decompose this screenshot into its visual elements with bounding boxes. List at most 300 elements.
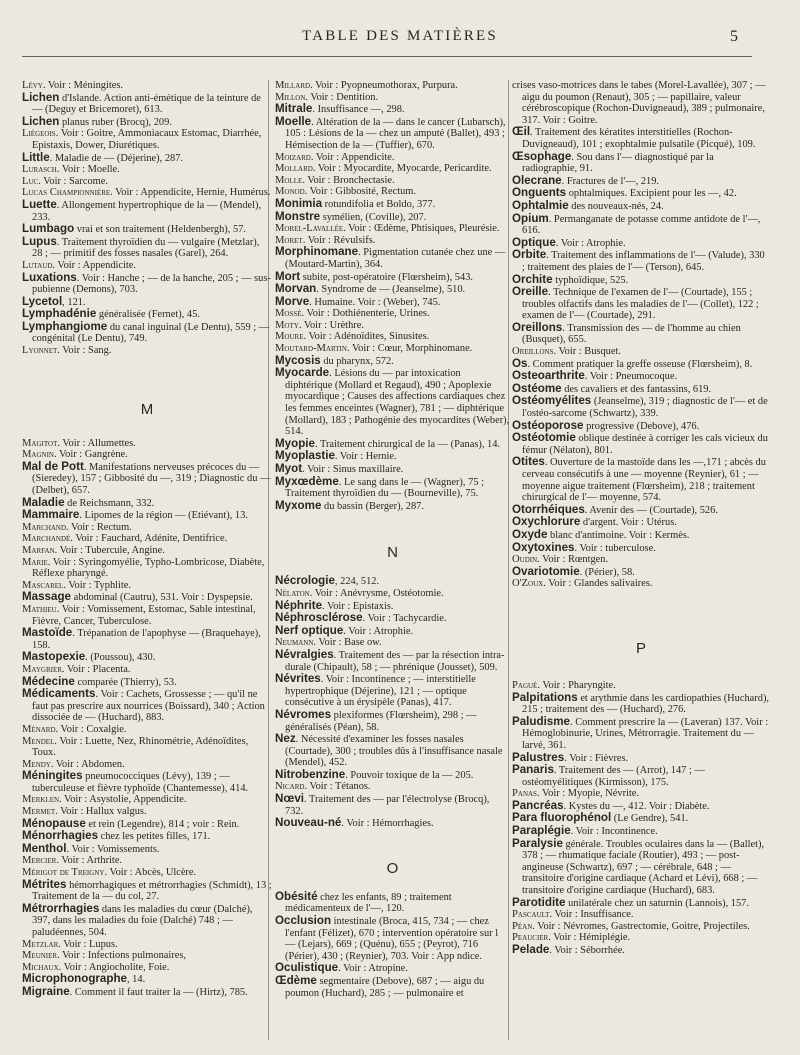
entry-headword: Pelade <box>512 943 550 956</box>
index-entry <box>22 187 272 199</box>
entry-text: . Traitement des — par l'électrolyse (Brocq), 732. <box>285 794 490 817</box>
index-entry <box>22 509 272 522</box>
entry-text: . Voir : Incontinence ; — interstitielle hypertrophique (Déjerine), 121 ; — optique consécutive à un érysipèle (Panas), 417. <box>285 674 476 709</box>
entry-headword: Mycosis <box>275 353 321 367</box>
entry-headword: Marie <box>22 556 48 568</box>
entry-headword: Moelle <box>275 114 312 128</box>
entry-text: rotundifolia et Boldo, 377. <box>322 198 436 210</box>
entry-text: . Voir : Lupus. <box>58 938 118 950</box>
entry-text: des cavaliers et des fantassins, 619. <box>561 383 712 395</box>
index-entry <box>22 986 272 999</box>
entry-text: . Traitement des — (Arrot), 147 ; — ostéomyélitiques (Kirmisson), 175. <box>522 765 705 788</box>
entry-text: . Voir : Œdème, Phtisiques, Pleurésie. <box>343 223 500 235</box>
entry-text: , 14. <box>126 974 146 986</box>
entry-text: . Technique de l'examen de l'— (Courtade), 155 ; troubles olfactifs dans les maladies de l'— (Collet), 122 ; examen de l'— (Courtade), 291. <box>522 287 759 322</box>
entry-headword: Onguents <box>512 186 567 200</box>
entry-headword: Liégeois <box>22 128 56 140</box>
index-entry <box>22 321 272 345</box>
entry-text: généralisée (Fernet), 45. <box>96 309 200 321</box>
entry-headword: Ménorrhagies <box>22 829 99 843</box>
entry-headword: Magnin <box>22 449 54 461</box>
entry-text: . Humaine. Voir : (Weber), 745. <box>309 296 441 308</box>
entry-headword: Pascault <box>512 909 550 921</box>
entry-headword: Lichen <box>22 90 60 104</box>
index-entry <box>22 461 272 497</box>
entry-headword: Mastopexie <box>22 650 86 664</box>
index-entry <box>512 151 770 175</box>
section-letter: P <box>635 639 646 657</box>
entry-headword: Peaucier <box>512 932 549 944</box>
entry-headword: Monod <box>275 186 305 198</box>
entry-headword: Ovariotomie <box>512 564 580 578</box>
entry-text: . Voir : Abdomen. <box>50 758 125 770</box>
entry-text: (Jeanselme), 319 ; diagnostic de l'— et de l'ostéo-sarcome (Schwartz), 339. <box>522 396 768 420</box>
entry-headword: Molle <box>275 174 303 186</box>
entry-text: . Comment il faut traiter la — (Hirtz), 785. <box>69 986 248 998</box>
entry-text: . Voir : Appendicite, Hernie, Humérus. <box>110 187 271 199</box>
entry-headword: Oreillons <box>512 320 563 334</box>
header-rule <box>22 56 752 57</box>
index-entry <box>275 817 510 830</box>
entry-text: . Voir : Atrophie. <box>343 625 414 637</box>
entry-text: subite, post-opératoire (Flœrsheim), 543. <box>300 271 473 283</box>
entry-text: . Voir : Hémorrhagies. <box>341 818 434 830</box>
entry-headword: Os <box>512 356 528 370</box>
entry-text: . Voir : Allumettes. <box>57 437 136 449</box>
index-entry <box>22 176 272 188</box>
index-entry <box>22 128 272 151</box>
index-entry <box>512 692 770 716</box>
entry-headword: Nélaton <box>275 587 310 599</box>
entry-headword: Moizard <box>275 151 311 163</box>
entry-text: . Comment pratiquer la greffe osseuse (Flœrsheim), 8. <box>527 358 753 370</box>
entry-text: . Voir : Tubercule, Angine. <box>54 545 165 556</box>
entry-text: . Voir : Fauchard, Adénite, Dentifrice. <box>70 533 228 545</box>
entry-text: . Lésions du — par intoxication diphtérique (Mollard et Regaud), 490 ; Apoplexie myocardique ; Causes des affections cardiaques chez les femmes enceintes (Wagner), 781 ; — diphtérique (Mollard), 183 ; Pathogénie des myocardites (Weber), 514. <box>285 368 510 438</box>
entry-text: planus ruber (Brocq), 209. <box>59 116 172 128</box>
index-entry <box>275 283 510 296</box>
entry-text: . Ouverture de la mastoïde dans les —,171 ; abcès du cerveau consécutifs à une — moyenne (Reynier), 61 ; — moyenne aigue traitement (Flœrsheim), 218 ; traitement chirurgical de l'— moyenne, 574. <box>522 457 766 504</box>
entry-headword: Marfan <box>22 545 55 556</box>
entry-text: du canal inguinal (Le Dentu), 559 ; — congénital (Le Dentu), 749. <box>32 321 270 345</box>
entry-text: symélien, (Coville), 207. <box>320 211 427 223</box>
entry-text: . (Poussou), 430. <box>85 652 156 664</box>
entry-text: . Voir : Pyopneumothorax, Purpura. <box>310 80 458 91</box>
entry-text: intestinale (Broca, 415, 734 ; — chez l'enfant (Félizet), 670 ; intervention opératoire sur l — (Lejars), 669 ; (Quénu), 655 ; (Peyrot), 716 (Périer), 430 ; (Reynier), 703. Voir : App ndice. <box>285 916 499 962</box>
entry-text: . Insuffisance —, 298. <box>312 104 405 116</box>
entry-text: . Voir : Myocardite, Myocarde, Pericardite. <box>312 163 492 175</box>
entry-headword: Lupus <box>22 234 57 248</box>
index-entry <box>22 950 272 962</box>
entry-headword: Myxome <box>275 498 322 512</box>
index-entry <box>275 223 510 235</box>
entry-headword: Osteoarthrite <box>512 369 585 383</box>
entry-headword: Maladie <box>22 495 65 509</box>
entry-headword: Oxychlorure <box>512 515 581 529</box>
entry-headword: Morphinomane <box>275 245 359 259</box>
entry-headword: Mercier <box>22 855 57 867</box>
index-entry <box>22 522 272 534</box>
index-entry <box>275 673 510 709</box>
index-entry <box>22 627 272 651</box>
entry-text: . Voir : Luette, Nez, Rhinométrie, Adénoïdites, Toux. <box>32 735 249 759</box>
entry-text: . Permanganate de potasse comme antidote de l'—, 616. <box>522 213 761 237</box>
entry-text: . Voir : Abcès, Ulcère. <box>104 867 197 879</box>
entry-headword: Millon <box>275 91 306 103</box>
entry-headword: Ménopause <box>22 816 86 830</box>
entry-text: . Voir : Anévrysme, Ostéotomie. <box>309 587 444 599</box>
entry-text: . Voir : Méningites. <box>42 80 124 91</box>
entry-text: . Voir : Infections pulmonaires, <box>57 950 186 962</box>
entry-text: . Voir : Angiocholite, Foie. <box>58 961 170 973</box>
entry-headword: Oreille <box>512 285 549 299</box>
index-entry <box>22 80 272 92</box>
entry-text: . Voir : Pharyngite. <box>537 679 616 691</box>
index-entry <box>275 246 510 270</box>
index-entry <box>22 903 272 939</box>
entry-headword: Obésité <box>275 889 318 903</box>
entry-text: . Traitement des inflammations de l'— (Valude), 330 ; traitement des plaies de l'— (Terson), 645. <box>522 250 765 273</box>
entry-text: . Voir : Appendicite. <box>52 259 137 271</box>
index-entry <box>275 296 510 309</box>
entry-headword: Millard <box>275 80 311 91</box>
entry-headword: Opium <box>512 211 549 225</box>
entry-headword: Parotidite <box>512 895 566 909</box>
entry-headword: Paralysie <box>512 836 563 850</box>
entry-text: . Syndrome de — (Jeanselme), 510. <box>316 284 466 296</box>
entry-headword: Panaris <box>512 763 554 777</box>
entry-text: . Pigmentation cutanée chez une — (Moutard-Martin), 364. <box>285 247 506 270</box>
entry-headword: Otites <box>512 455 545 469</box>
entry-text: crises vaso-motrices dans le tabes (Morel-Lavallée), 307 ; — aigu du poumon (Renaut), 305 ; — papillaire, valeur cérébroscopique (Rochon-Duvigneaud), 389 ; pulmonaire, 317. Voir : Goitre. <box>512 80 766 126</box>
entry-headword: Meunier <box>22 950 58 962</box>
entry-text: . Voir : Gibbosité, Rectum. <box>304 186 416 198</box>
entry-text: unilatérale chez un saturnin (Lannois), 157. <box>565 897 749 909</box>
index-entry <box>275 733 510 769</box>
index-entry <box>275 175 510 187</box>
entry-text: . (Périer), 58. <box>579 566 635 578</box>
index-entry <box>512 909 770 921</box>
entry-headword: Lucas Championnière <box>22 187 111 199</box>
index-entry <box>22 843 272 856</box>
index-entry <box>512 566 770 579</box>
index-entry <box>275 367 510 438</box>
index-entry <box>275 769 510 782</box>
entry-headword: Métrorrhagies <box>22 901 100 915</box>
entry-text: . Voir : Moelle. <box>56 164 120 176</box>
entry-headword: Névrites <box>275 672 321 686</box>
entry-text: . Voir : Placenta. <box>61 663 131 675</box>
entry-text: (Le Gendre), 541. <box>611 813 689 825</box>
entry-text: . Voir : Révulsifs. <box>302 234 376 246</box>
section-letter: O <box>386 859 399 877</box>
entry-text: . Traitement des kératites interstitielles (Rochon-Duvigneaud), 101 ; exophtalmie pulsatile (Picqué), 109. <box>522 127 756 150</box>
index-entry <box>22 651 272 664</box>
entry-text: . Voir : Dentition. <box>305 91 379 103</box>
entry-headword: Magitot <box>22 437 58 449</box>
entry-headword: Ménard <box>22 723 56 735</box>
entry-text: . Voir : Hanche ; — de la hanche, 205 ; — sus-pubienne (Demons), 703. <box>32 272 271 296</box>
entry-text: . Voir : Pneumocoque. <box>584 371 678 383</box>
entry-headword: Paraplégie <box>512 824 571 838</box>
entry-text: . Voir : Typhlite. <box>63 579 132 591</box>
entry-headword: Otorrhéiques <box>512 502 585 516</box>
entry-text: . Voir : tuberculose. <box>574 542 656 554</box>
index-entry <box>512 764 770 788</box>
entry-headword: Oreillons <box>512 346 554 358</box>
entry-text: . Altération de la — dans le cancer (Lubarsch), 105 : Lésions de la — chez un amputé (Ballet), 493 ; Hémisection de la — (Tuffier), 670. <box>285 116 506 151</box>
entry-headword: Luxations <box>22 270 77 284</box>
entry-headword: Palpitations <box>512 690 578 704</box>
index-entry <box>22 557 272 580</box>
entry-text: . Voir : Glandes salivaires. <box>543 578 653 590</box>
entry-headword: Œil <box>512 125 531 139</box>
index-entry <box>512 516 770 529</box>
index-entry <box>275 152 510 164</box>
entry-headword: Ostéomyélites <box>512 394 592 408</box>
index-entry <box>275 476 510 500</box>
entry-text: générale. Troubles oculaires dans la — (Ballet), 378 ; — rhumatique faciale (Routier), 493 ; — post-angineuse (Schwartz), 697 ; — cérébrale, 648 ; — transitoire d'origine cardiaque (Achard et Lévi), 668 ; — transitoire d'origine cardiaque (Huchard), 683. <box>522 838 765 897</box>
entry-headword: Lyonnet <box>22 345 58 357</box>
entry-text: . Voir : Sang. <box>57 345 112 357</box>
entry-headword: Mathieu <box>22 603 57 615</box>
entry-headword: Nouveau-né <box>275 816 342 830</box>
entry-headword: Lumbago <box>22 222 75 236</box>
entry-headword: Mérigot de Treigny <box>22 867 105 879</box>
entry-headword: Orbite <box>512 248 547 262</box>
entry-text: . Voir : Hallux valgus. <box>55 806 147 818</box>
entry-headword: Massage <box>22 590 71 604</box>
index-entry <box>275 500 510 513</box>
entry-headword: Oxytoxines <box>512 540 575 554</box>
entry-text: . Pouvoir toxique de la — 205. <box>345 769 474 781</box>
index-entry <box>275 781 510 793</box>
index-entry <box>275 891 510 915</box>
entry-headword: Merklen <box>22 794 60 806</box>
entry-text: . Traitement des — par la résection intra-durale (Chipault), 58 ; — phrénique (Jousset), 509. <box>285 649 505 673</box>
index-entry <box>512 200 770 213</box>
index-entry <box>512 932 770 944</box>
entry-text: . Voir : Hémiplégie. <box>548 932 631 944</box>
entry-text: . Manifestations nerveuses précoces du — (Sieredey), 157 ; Gibbosité du —, 319 ; Diagnostic du — (Delbet), 657. <box>32 461 271 497</box>
entry-text: . Voir : Tachycardie. <box>362 613 447 625</box>
entry-text: . Lipomes de la région — (Etiévant), 13. <box>79 510 248 522</box>
index-entry <box>275 649 510 673</box>
entry-text: . Voir : Syringomyélie, Typho-Lombricose, Diabète, Réflexe pharyngé. <box>32 556 265 580</box>
entry-text: des nouveaux-nés, 24. <box>568 200 664 212</box>
entry-text: . Voir : Coxalgie. <box>55 723 127 735</box>
entry-text: pneumococciques (Lévy), 139 ; — tuberculeuse et fièvre typhoïde (Chantemesse), 414. <box>32 771 249 794</box>
entry-text: blanc d'antimoine. Voir : Kermès. <box>547 529 690 541</box>
index-entry <box>275 320 510 332</box>
entry-headword: Nécrologie <box>275 574 335 588</box>
entry-headword: Luc <box>22 175 39 187</box>
entry-text: . Comment prescrire la — (Laveran) 137. Voir : Hémoglobinurie, Urines, Métrorragie. Traitement du — larvé, 361. <box>522 716 769 751</box>
index-entry <box>275 80 510 92</box>
entry-headword: Ostéotomie <box>512 431 576 445</box>
entry-text: . Voir : Tétanos. <box>304 781 371 793</box>
entry-text: . Voir : Sinus maxillaire. <box>302 464 404 475</box>
index-entry <box>512 286 770 322</box>
entry-headword: Médicaments <box>22 687 96 701</box>
entry-headword: Moutard-Martin <box>275 343 347 355</box>
entry-headword: Lycetol <box>22 294 63 308</box>
entry-text: dans les maladies du cœur (Dalché), 397, dans les maladies du foie (Dalché) 748 ; — paludéennes, 504. <box>32 903 253 938</box>
entry-headword: Maygrier <box>22 663 62 675</box>
index-entry <box>275 575 510 588</box>
entry-headword: Occlusion <box>275 914 332 928</box>
index-entry <box>22 855 272 867</box>
entry-text: . Maladie de — (Déjerine), 287. <box>49 152 184 164</box>
index-entry <box>275 915 510 962</box>
entry-headword: Myocarde <box>275 366 330 380</box>
entry-headword: Lévy <box>22 80 43 91</box>
entry-text: plexiformes (Flœrsheim), 298 ; — généralisés (Péan), 58. <box>285 709 477 733</box>
index-entry <box>512 716 770 752</box>
index-entry <box>22 545 272 557</box>
entry-headword: Mitrale <box>275 102 313 116</box>
entry-text: chez les petites filles, 171. <box>98 831 211 843</box>
entry-headword: Nez <box>275 732 296 746</box>
index-entry <box>22 879 272 903</box>
entry-text: . Voir : Arthrite. <box>56 855 123 867</box>
entry-text: . Voir : Vomissements. <box>66 843 160 855</box>
entry-text: ophtalmiques. Excipient pour les —, 42. <box>566 188 737 200</box>
index-entry <box>22 533 272 545</box>
entry-text: et rein (Legendre), 814 ; voir : Rein. <box>85 818 240 830</box>
entry-text: . Voir : Névromes, Gastrectomie, Goitre, Projectiles. <box>532 920 750 932</box>
entry-text: . Fractures de l'—, 219. <box>561 175 660 187</box>
index-entry <box>512 213 770 237</box>
entry-text: . Le sang dans le — (Wagner), 75 ; Traitement thyroïdien du — (Bourneville), 75. <box>285 476 484 500</box>
entry-text: . Voir : Asystolie, Appendicite. <box>59 794 187 806</box>
entry-text: . Voir : Cœur, Morphinomane. <box>346 343 473 355</box>
entry-headword: Myxœdème <box>275 474 339 488</box>
entry-text: . Sou dans l'— diagnostiqué par la radiographie, 91. <box>522 151 714 175</box>
index-entry <box>275 709 510 733</box>
entry-headword: Menthol <box>22 841 67 855</box>
index-entry <box>512 249 770 273</box>
index-entry <box>22 688 272 724</box>
entry-text: . Transmission des — de l'homme au chien (Busquet), 655. <box>522 322 741 346</box>
entry-headword: Little <box>22 150 50 164</box>
entry-headword: Myopie <box>275 436 315 450</box>
index-entry <box>512 456 770 503</box>
entry-text: . Voir : Séborrhée. <box>549 945 625 956</box>
entry-headword: Morel-Lavallée <box>275 223 344 235</box>
entry-headword: Nerf optique <box>275 623 344 637</box>
entry-text: . Voir : Rœntgen. <box>537 554 609 566</box>
entry-headword: Lymphadénie <box>22 307 97 321</box>
entry-headword: Moure <box>275 331 304 343</box>
entry-headword: Orchite <box>512 272 553 286</box>
entry-text: . Voir : Incontinence. <box>570 826 658 838</box>
entry-headword: Oculistique <box>275 961 339 975</box>
index-entry <box>512 237 770 250</box>
entry-text: . Voir : Myopie, Névrite. <box>536 788 640 800</box>
entry-text: . Voir : Busquet. <box>553 346 621 358</box>
index-entry <box>22 591 272 604</box>
entry-headword: Optique <box>512 235 556 249</box>
entry-headword: Ostéome <box>512 381 562 395</box>
index-entry <box>22 438 272 450</box>
index-entry <box>512 432 770 456</box>
entry-headword: Névralgies <box>275 647 334 661</box>
entry-text: . Traitement chirurgical de la — (Panas), 14. <box>314 438 501 450</box>
entry-text: . Voir : Atropine. <box>338 963 408 975</box>
entry-headword: Panas <box>512 788 537 800</box>
entry-headword: Mastoïde <box>22 626 73 640</box>
entry-headword: Néphrosclérose <box>275 611 363 625</box>
entry-headword: Mammaire <box>22 508 80 522</box>
index-entry <box>512 274 770 287</box>
entry-text: et arythmie dans les cardiopathies (Huchard), 215 ; traitement des — (Huchard), 276. <box>522 692 770 716</box>
entry-text: . Voir : Atrophie. <box>555 237 626 249</box>
entry-text: . Voir : Sarcome. <box>38 175 108 187</box>
entry-text: . Nécessité d'examiner les fosses nasales (Courtade), 300 ; troubles dûs à l'insuffisance nasale (Mendel), 452. <box>285 734 503 769</box>
index-column-middle <box>275 80 510 999</box>
entry-headword: Paludisme <box>512 714 570 728</box>
entry-headword: Mendel <box>22 735 55 747</box>
index-entry <box>512 921 770 933</box>
entry-headword: Mossé <box>275 308 302 320</box>
entry-headword: Névromes <box>275 707 332 721</box>
section-letter: N <box>387 544 398 562</box>
entry-headword: Nitrobenzine <box>275 767 346 781</box>
entry-headword: Lutaud <box>22 259 53 271</box>
entry-headword: Mal de Pott <box>22 459 84 473</box>
index-entry <box>512 126 770 150</box>
page-header <box>0 22 800 52</box>
index-entry <box>22 92 272 116</box>
index-entry <box>512 897 770 910</box>
entry-text: . Voir : Epistaxis. <box>322 600 394 612</box>
entry-headword: Mascarel <box>22 579 64 591</box>
entry-text: . Voir : Goitre, Ammoniacaux Estomac, Diarrhée, Epistaxis, Dower, Diurétiques. <box>32 128 262 151</box>
index-entry <box>22 794 272 806</box>
entry-headword: Moty <box>275 319 299 331</box>
entry-headword: Néphrite <box>275 598 323 612</box>
entry-text: , 224, 512. <box>334 576 380 588</box>
index-entry <box>275 793 510 817</box>
entry-headword: Pancréas <box>512 798 564 812</box>
entry-text: . Trépanation de l'apophyse — (Braquehaye), 158. <box>32 628 261 651</box>
entry-headword: Para fluorophénol <box>512 811 612 825</box>
index-entry <box>275 163 510 175</box>
entry-headword: Monstre <box>275 209 321 223</box>
entry-headword: Palustres <box>512 750 565 764</box>
entry-text: . Voir : Cachets, Grossesse ; — qu'il ne faut pas prescrire aux nourrices (Boissard), 340 ; Action dissociée de — (Huchard), 883. <box>32 689 265 724</box>
index-entry <box>512 542 770 555</box>
entry-headword: Médecine <box>22 674 75 688</box>
entry-headword: Microphonographe <box>22 972 127 986</box>
index-entry <box>22 272 272 296</box>
entry-headword: Mendy <box>22 758 51 770</box>
entry-headword: Lurasch <box>22 164 57 176</box>
entry-text: de Reichsmann, 332. <box>64 497 155 509</box>
index-entry <box>22 345 272 357</box>
index-entry <box>275 625 510 638</box>
entry-headword: Michaux <box>22 961 59 973</box>
entry-headword: Myoplastie <box>275 449 335 463</box>
entry-text: segmentaire (Debove), 687 ; — aigu du poumon (Huchard), 285 ; — pulmonaire et <box>285 976 485 999</box>
index-entry <box>512 322 770 346</box>
index-entry <box>22 152 272 165</box>
entry-text: . Traitement thyroïdien du — vulgaire (Metzlar), 28 ; — primitif des fosses nasales (Garel), 264. <box>32 236 260 260</box>
index-entry <box>22 199 272 223</box>
entry-headword: Oxyde <box>512 527 548 541</box>
index-entry <box>22 604 272 627</box>
